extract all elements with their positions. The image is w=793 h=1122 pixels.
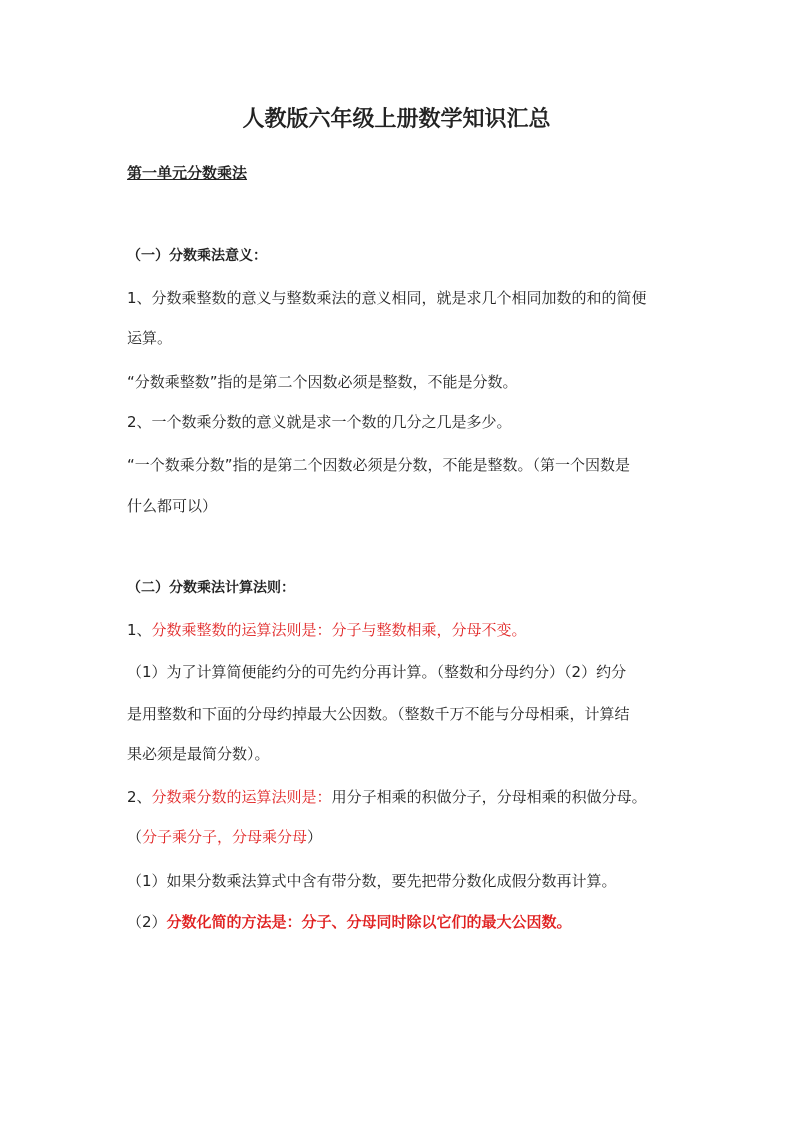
s2-note1-line1: （1）为了计算简便能约分的可先约分再计算。（整数和分母约分）（2）约分: [127, 663, 627, 681]
s1-paragraph1-line2: 运算。: [127, 329, 173, 347]
s2-note1-line2: 是用整数和下面的分母约掉最大公因数。（整数千万不能与分母相乘，计算结: [127, 705, 630, 723]
s2-rule2-highlight: 分数乘分数的运算法则是：: [151, 788, 332, 806]
s2-rule2-prefix: 2、: [127, 788, 152, 806]
s2-note1-line3: 果必须是最简分数）。: [127, 745, 270, 763]
s2-note3: [127, 912, 672, 932]
section2-heading: （二）分数乘法计算法则：: [127, 580, 295, 596]
unit-heading: 第一单元分数乘法: [127, 164, 248, 182]
s2-rule2-summary-close: ）: [307, 828, 323, 846]
s1-paragraph1-line1: 1、分数乘整数的意义与整数乘法的意义相同，就是求几个相同加数的和的简便: [127, 289, 647, 307]
s2-rule1-prefix: 1、: [127, 621, 152, 639]
s2-note3-highlight: 分数化简的方法是：分子、分母同时除以它们的最大公因数。: [166, 913, 572, 931]
section1-heading: （一）分数乘法意义：: [127, 248, 267, 264]
document-title: 人教版六年级上册数学知识汇总: [242, 107, 551, 132]
s2-rule2-summary-highlight: 分子乘分子，分母乘分母: [142, 828, 308, 846]
s2-rule1: [127, 620, 672, 640]
s2-rule2: [127, 787, 672, 807]
s1-paragraph4-line1: “一个数乘分数”指的是第二个因数必须是分数，不能是整数。（第一个因数是: [127, 456, 631, 474]
s1-paragraph3: 2、一个数乘分数的意义就是求一个数的几分之几是多少。: [127, 413, 512, 431]
s2-note2: （1）如果分数乘法算式中含有带分数，要先把带分数化成假分数再计算。: [127, 872, 617, 890]
s2-rule1-highlight: 分数乘整数的运算法则是：分子与整数相乘，分母不变。: [151, 621, 527, 639]
s2-rule2-summary-open: （: [127, 828, 143, 846]
s2-rule2-summary: [127, 827, 672, 847]
s1-paragraph2: “分数乘整数”指的是第二个因数必须是整数，不能是分数。: [127, 373, 518, 391]
s2-note3-prefix: （2）: [127, 913, 167, 931]
s1-paragraph4-line2: 什么都可以）: [127, 497, 218, 515]
s2-rule2-rest: 用分子相乘的积做分子，分母相乘的积做分母。: [331, 788, 647, 806]
